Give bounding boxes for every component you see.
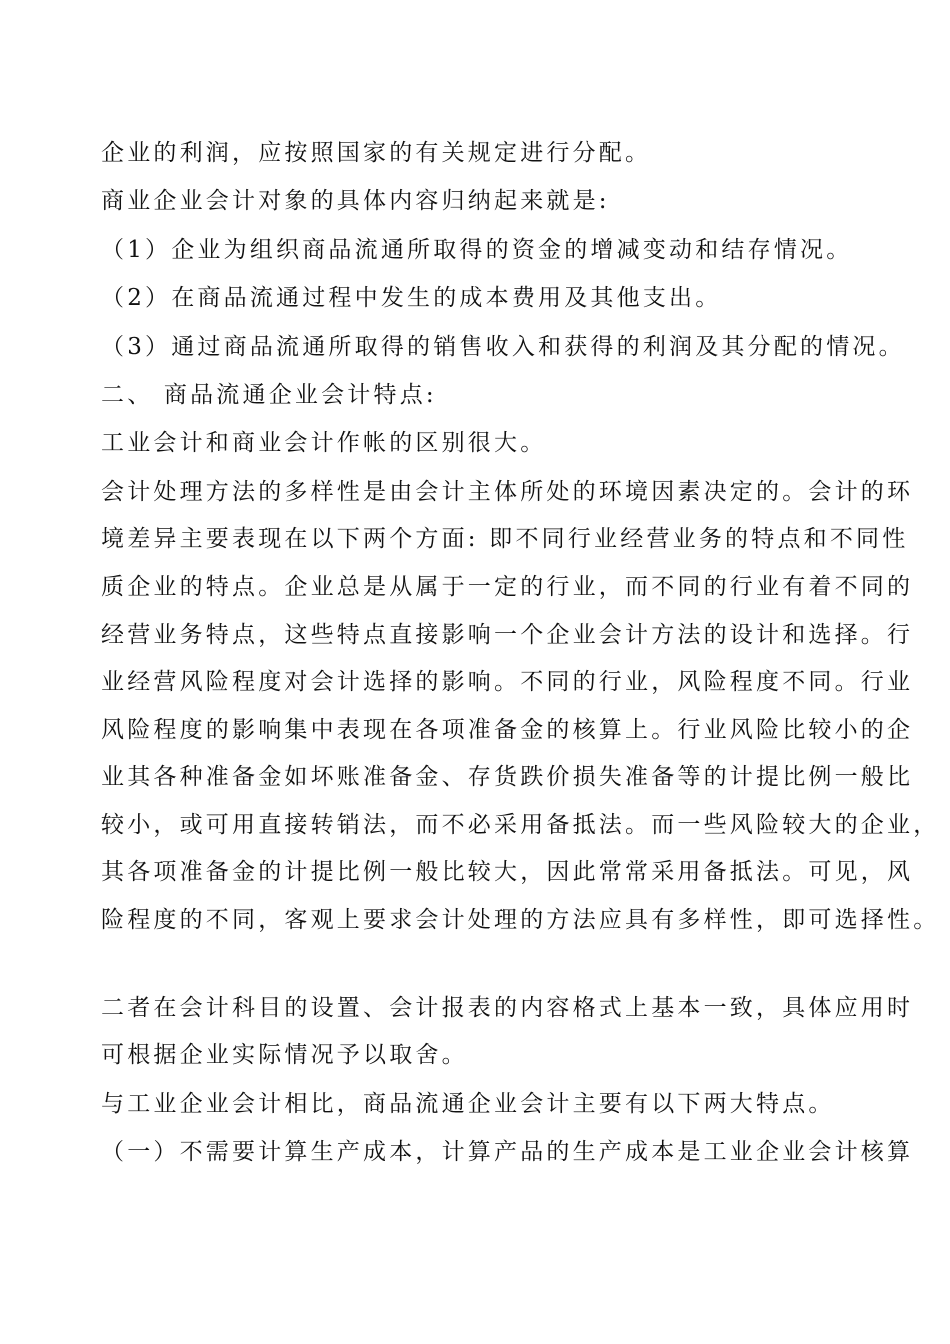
paragraph-spacer [101,949,871,989]
paragraph-line: 二者在会计科目的设置、会计报表的内容格式上基本一致，具体应用时 [101,994,914,1021]
paragraph-line: 质企业的特点。企业总是从属于一定的行业，而不同的行业有着不同的 [101,573,914,600]
list-item-line: （2）在商品流通过程中发生的成本费用及其他支出。 [101,285,722,312]
paragraph-line: 业其各种准备金如坏账准备金、存货跌价损失准备等的计提比例一般比 [101,764,914,791]
paragraph-line: 会计处理方法的多样性是由会计主体所处的环境因素决定的。会计的环 [101,478,914,505]
paragraph-line: 与工业企业会计相比，商品流通企业会计主要有以下两大特点。 [101,1090,835,1117]
list-item-line: （一）不需要计算生产成本，计算产品的生产成本是工业企业会计核算 [101,1139,914,1166]
paragraph-line: 风险程度的影响集中表现在各项准备金的核算上。行业风险比较小的企 [101,716,914,743]
list-item-line: （3）通过商品流通所取得的销售收入和获得的利润及其分配的情况。 [101,333,905,360]
paragraph-line: 险程度的不同，客观上要求会计处理的方法应具有多样性，即可选择性。 [101,907,940,934]
paragraph-line: 境差异主要表现在以下两个方面: 即不同行业经营业务的特点和不同性 [101,526,909,553]
list-item-line: （1）企业为组织商品流通所取得的资金的增减变动和结存情况。 [101,236,853,263]
paragraph-line: 企业的利润，应按照国家的有关规定进行分配。 [101,140,652,166]
document-body [101,134,940,1181]
paragraph-line: 工业会计和商业会计作帐的区别很大。 [101,430,547,457]
paragraph-line: 可根据企业实际情况予以取舍。 [101,1042,468,1069]
paragraph-line: 业经营风险程度对会计选择的影响。不同的行业，风险程度不同。行业 [101,669,914,696]
paragraph-line: 较小，或可用直接转销法，而不必采用备抵法。而一些风险较大的企业， [101,811,940,838]
paragraph-line: 其各项准备金的计提比例一般比较大，因此常常采用备抵法。可见，风 [101,859,914,886]
paragraph-line: 经营业务特点，这些特点直接影响一个企业会计方法的设计和选择。行 [101,621,914,648]
section-heading: 二、 商品流通企业会计特点: [101,381,437,408]
paragraph-line: 商业企业会计对象的具体内容归纳起来就是: [101,188,610,215]
